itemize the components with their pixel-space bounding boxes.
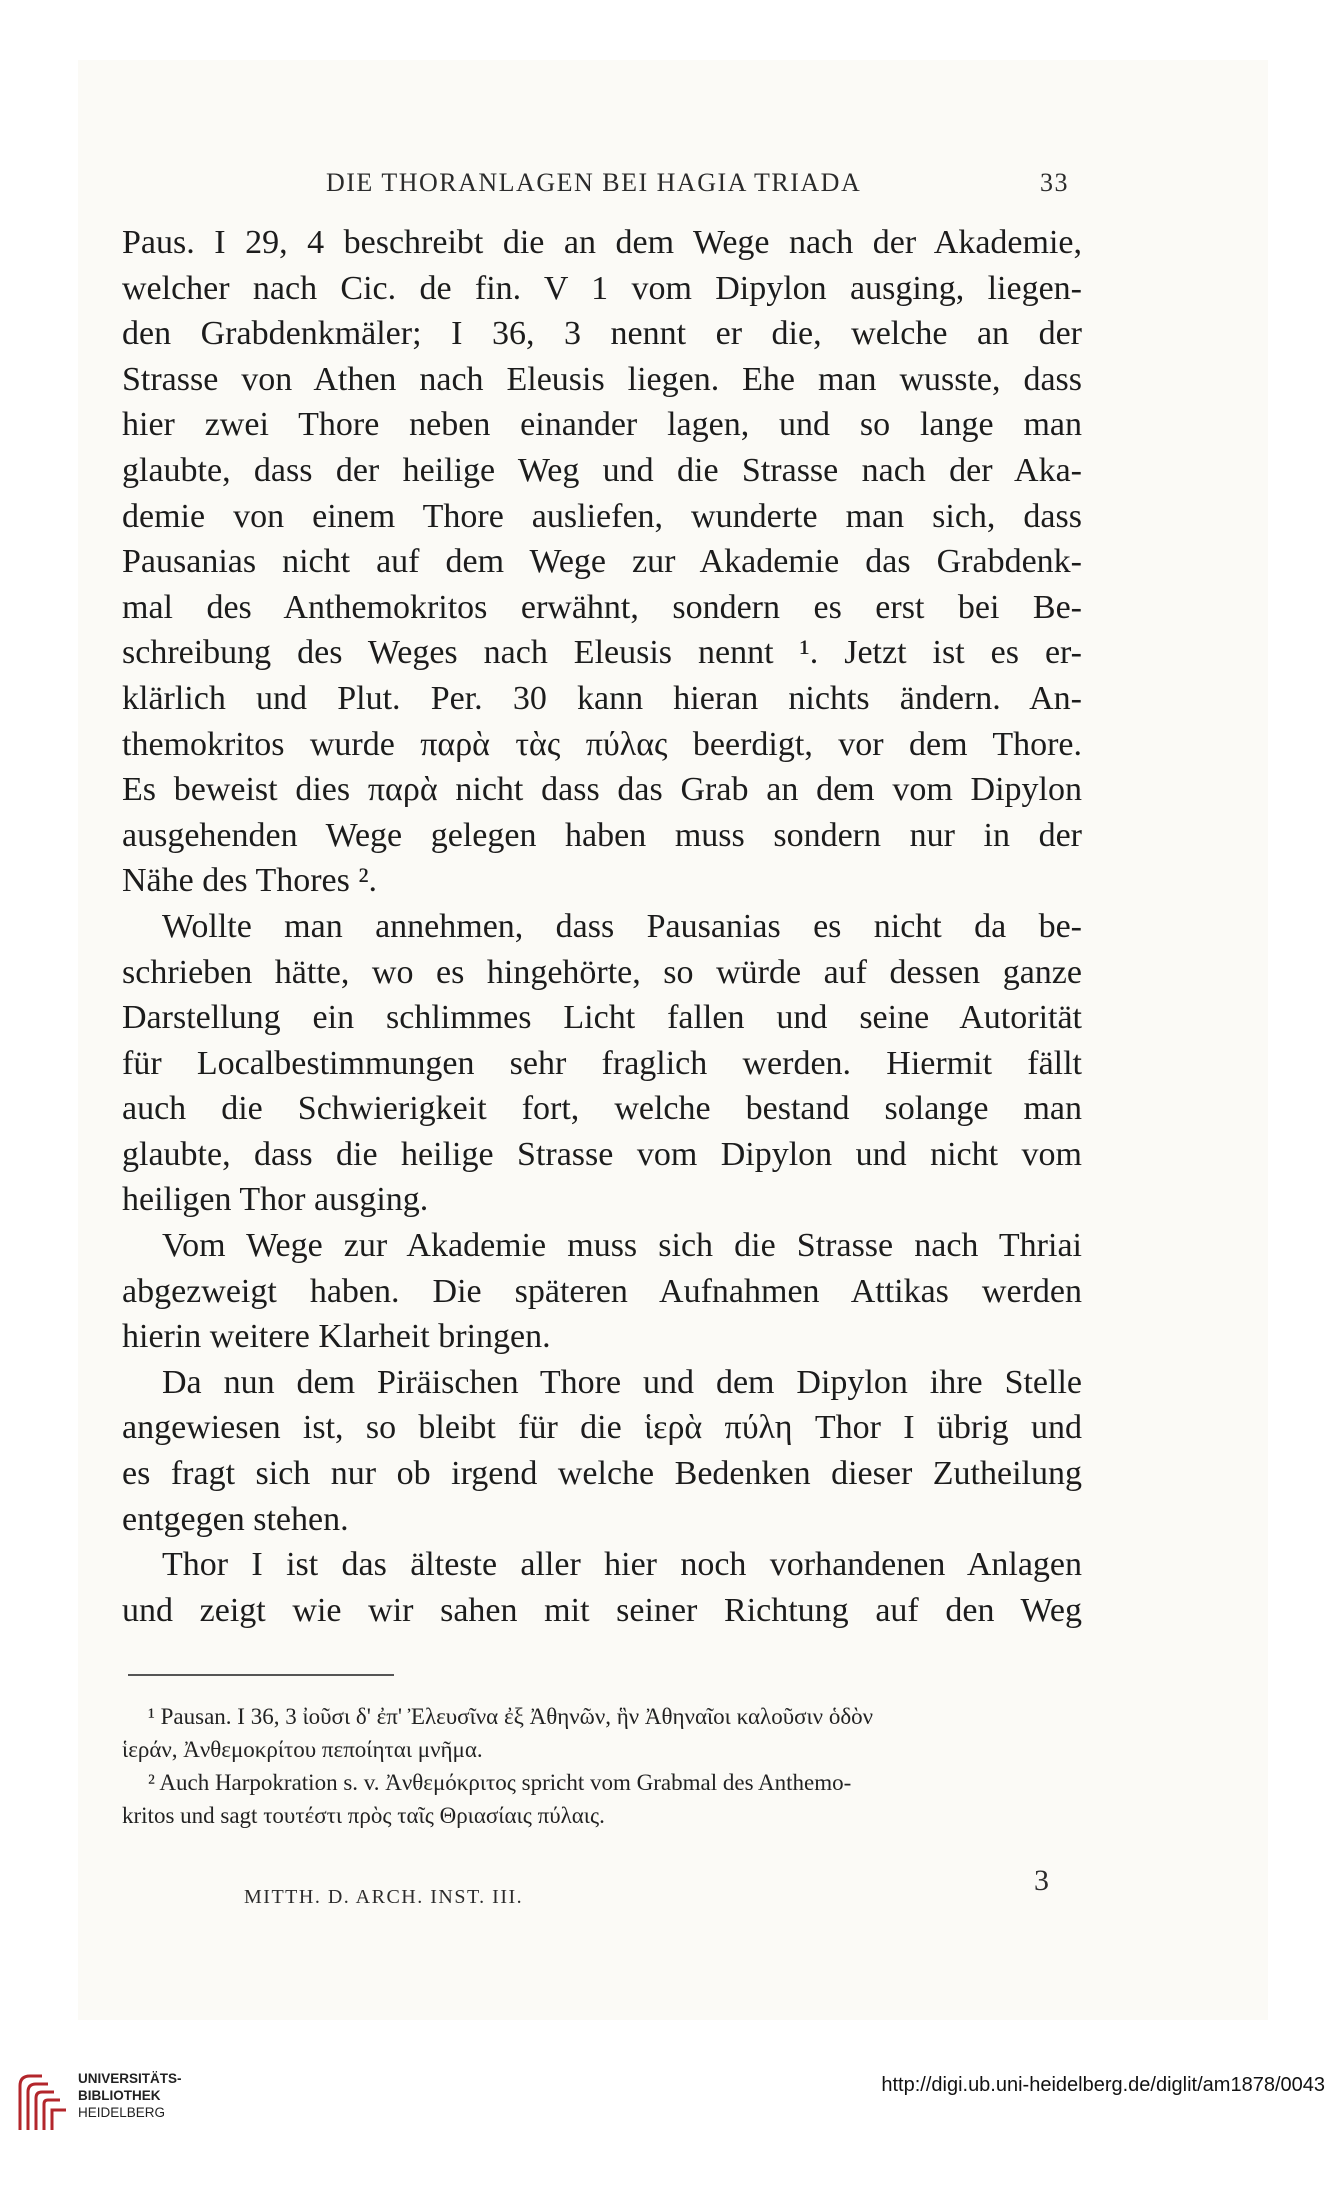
body-line: mal des Anthemokritos erwähnt, sondern es erst bei Be-	[122, 588, 1082, 626]
running-head-title: DIE THORANLAGEN BEI HAGIA TRIADA	[326, 168, 862, 197]
body-line: Da nun dem Piräischen Thore und dem Dipylon ihre Stelle	[162, 1363, 1082, 1401]
footnote-rule	[128, 1674, 394, 1676]
footnote-line: kritos und sagt τουτέστι πρὸς ταῖς Θριασίαις πύλαις.	[122, 1803, 605, 1828]
body-line: Vom Wege zur Akademie muss sich die Strasse nach Thriai	[162, 1227, 1082, 1265]
footnotes	[122, 1700, 1082, 1832]
body-line: demie von einem Thore ausliefen, wunderte man sich, dass	[122, 497, 1082, 535]
body-line: schrieben hätte, wo es hingehörte, so würde auf dessen ganze	[122, 953, 1082, 991]
signature-text: MITTH. D. ARCH. INST. III.	[244, 1886, 524, 1908]
body-line: auch die Schwierigkeit fort, welche bestand solange man	[122, 1090, 1082, 1128]
footnote-line: ἱεράν, Ἀνθεμοκρίτου πεποίηται μνῆμα.	[122, 1737, 483, 1762]
body-line: angewiesen ist, so bleibt für die ἱερὰ πύλη Thor I übrig und	[122, 1409, 1082, 1447]
body-line: Es beweist dies παρὰ nicht dass das Grab an dem vom Dipylon	[122, 771, 1082, 809]
source-url-link[interactable]: http://digi.ub.uni-heidelberg.de/diglit/am1878/0043	[881, 2074, 1325, 2096]
body-line: für Localbestimmungen sehr fraglich werden. Hiermit fällt	[122, 1044, 1082, 1082]
body-line: Darstellung ein schlimmes Licht fallen und seine Autorität	[122, 999, 1082, 1037]
body-line: klärlich und Plut. Per. 30 kann hieran nichts ändern. An-	[122, 679, 1082, 717]
library-name-line: HEIDELBERG	[78, 2105, 166, 2120]
body-line: entgegen stehen.	[122, 1500, 349, 1538]
body-line: Paus. I 29, 4 beschreibt die an dem Wege nach der Akademie,	[122, 224, 1082, 261]
body-line: abgezweigt haben. Die späteren Aufnahmen Attikas werden	[122, 1272, 1082, 1310]
library-logo-icon	[14, 2068, 74, 2138]
page-number: 33	[1040, 168, 1069, 197]
library-name-line: UNIVERSITÄTS-	[78, 2071, 182, 2086]
body-line: glaubte, dass die heilige Strasse vom Dipylon und nicht vom	[122, 1135, 1082, 1173]
body-line: schreibung des Weges nach Eleusis nennt ¹. Jetzt ist es er-	[122, 634, 1082, 672]
library-name-line: BIBLIOTHEK	[78, 2088, 161, 2103]
footnote-line: ² Auch Harpokration s. v. Ἀνθεμόκριτος spricht vom Grabmal des Anthemo-	[148, 1770, 852, 1795]
body-line: hier zwei Thore neben einander lagen, und so lange man	[122, 406, 1082, 444]
body-line: hierin weitere Klarheit bringen.	[122, 1318, 551, 1356]
body-text	[122, 220, 1082, 1633]
body-line: glaubte, dass der heilige Weg und die Strasse nach der Aka-	[122, 451, 1082, 489]
library-logo[interactable]	[14, 2068, 184, 2148]
footer-bar	[0, 2030, 1339, 2200]
signature-number: 3	[1034, 1864, 1051, 1897]
footnote-line: ¹ Pausan. I 36, 3 ἰοῦσι δ' ἐπ' Ἐλευσῖνα ἐξ Ἀθηνῶν, ἣν Ἀθηναῖοι καλοῦσιν ὁδὸν	[148, 1704, 874, 1729]
body-line: den Grabdenkmäler; I 36, 3 nennt er die, welche an der	[122, 315, 1082, 353]
body-line: Strasse von Athen nach Eleusis liegen. Ehe man wusste, dass	[122, 360, 1082, 398]
body-line: Pausanias nicht auf dem Wege zur Akademie das Grabdenk-	[122, 543, 1082, 581]
body-line: und zeigt wie wir sahen mit seiner Richtung auf den Weg	[122, 1591, 1082, 1629]
body-line: ausgehenden Wege gelegen haben muss sondern nur in der	[122, 816, 1082, 854]
body-line: Wollte man annehmen, dass Pausanias es nicht da be-	[162, 907, 1082, 945]
body-line: es fragt sich nur ob irgend welche Bedenken dieser Zutheilung	[122, 1455, 1082, 1493]
body-line: Thor I ist das älteste aller hier noch vorhandenen Anlagen	[162, 1546, 1082, 1584]
body-line: heiligen Thor ausging.	[122, 1181, 429, 1219]
body-line: welcher nach Cic. de fin. V 1 vom Dipylon ausging, liegen-	[122, 269, 1082, 307]
library-name	[78, 2070, 182, 2121]
body-line: Nähe des Thores ².	[122, 862, 378, 900]
body-line: themokritos wurde παρὰ τὰς πύλας beerdigt, vor dem Thore.	[122, 725, 1082, 763]
